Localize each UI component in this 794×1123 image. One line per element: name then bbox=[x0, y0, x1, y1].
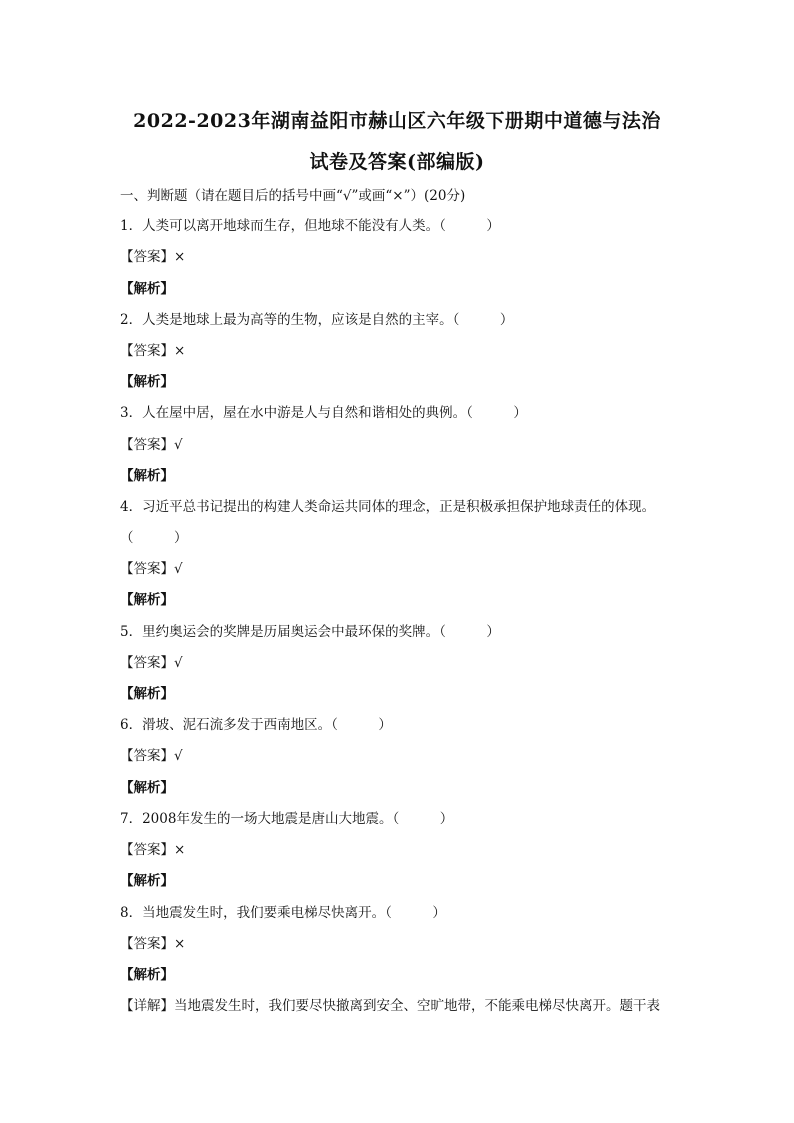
question-2: 2．人类是地球上最为高等的生物，应该是自然的主宰。（ ） bbox=[120, 312, 514, 328]
answer-4: 【答案】√ bbox=[120, 561, 183, 577]
document-title-line1: 2022-2023年湖南益阳市赫山区六年级下册期中道德与法治 bbox=[133, 110, 661, 132]
question-7: 7．2008年发生的一场大地震是唐山大地震。（ ） bbox=[120, 811, 454, 827]
question-6: 6．滑坡、泥石流多发于西南地区。（ ） bbox=[120, 717, 392, 733]
answer-7: 【答案】× bbox=[120, 842, 186, 858]
document-title-line2: 试卷及答案(部编版) bbox=[309, 151, 485, 173]
answer-8: 【答案】× bbox=[120, 936, 186, 952]
question-4-continued: （ ） bbox=[120, 530, 188, 546]
question-3: 3．人在屋中居，屋在水中游是人与自然和谐相处的典例。（ ） bbox=[120, 405, 527, 421]
answer-6: 【答案】√ bbox=[120, 748, 183, 764]
analysis-2: 【解析】 bbox=[120, 374, 174, 390]
analysis-4: 【解析】 bbox=[120, 592, 174, 608]
analysis-1: 【解析】 bbox=[120, 281, 174, 297]
question-4: 4．习近平总书记提出的构建人类命运共同体的理念，正是积极承担保护地球责任的体现。 bbox=[120, 499, 656, 515]
analysis-6: 【解析】 bbox=[120, 780, 174, 796]
answer-2: 【答案】× bbox=[120, 343, 186, 359]
answer-5: 【答案】√ bbox=[120, 655, 183, 671]
analysis-8: 【解析】 bbox=[120, 967, 174, 983]
detail-explanation: 【详解】当地震发生时，我们要尽快撤离到安全、空旷地带，不能乘电梯尽快离开。题干表 bbox=[120, 998, 660, 1014]
answer-1: 【答案】× bbox=[120, 249, 186, 265]
analysis-5: 【解析】 bbox=[120, 686, 174, 702]
question-5: 5．里约奥运会的奖牌是历届奥运会中最环保的奖牌。（ ） bbox=[120, 624, 500, 640]
analysis-3: 【解析】 bbox=[120, 468, 174, 484]
question-1: 1．人类可以离开地球而生存，但地球不能没有人类。（ ） bbox=[120, 218, 500, 234]
analysis-7: 【解析】 bbox=[120, 873, 174, 889]
section-heading: 一、判断题（请在题目后的括号中画“√”或画“×”）(20分) bbox=[120, 188, 466, 204]
question-8: 8．当地震发生时，我们要乘电梯尽快离开。（ ） bbox=[120, 905, 446, 921]
answer-3: 【答案】√ bbox=[120, 437, 183, 453]
